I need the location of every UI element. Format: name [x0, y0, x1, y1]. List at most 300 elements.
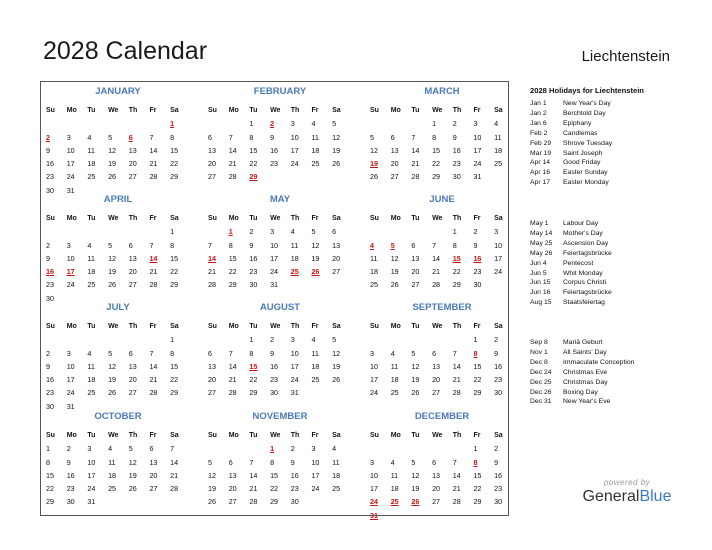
day-cell: 20 — [149, 470, 158, 480]
weekday-header: Su — [208, 215, 217, 222]
day-cell: 25 — [390, 388, 399, 398]
day-cell: 30 — [66, 497, 75, 507]
empty-cell — [85, 117, 106, 130]
day-cell: 19 — [208, 484, 216, 494]
day-cell: 28 — [228, 172, 237, 182]
holiday-date: Dec 31 — [530, 398, 552, 406]
month-january — [44, 82, 192, 195]
weekday-header: Th — [290, 215, 300, 222]
day-cell: 16 — [46, 375, 54, 385]
holiday-day-cell: 15 — [452, 253, 461, 263]
day-cell: 16 — [452, 145, 461, 155]
empty-cell — [227, 442, 248, 455]
day-cell: 25 — [311, 375, 320, 385]
empty-cell — [409, 333, 430, 346]
month-day-grid — [368, 429, 516, 522]
day-cell: 1 — [432, 119, 437, 129]
empty-cell — [430, 225, 451, 238]
day-cell: 23 — [290, 484, 299, 494]
month-february — [206, 82, 354, 190]
holiday-row — [530, 348, 705, 358]
empty-cell — [85, 225, 106, 238]
empty-cell — [147, 117, 168, 130]
empty-cell — [127, 333, 148, 346]
day-cell: 9 — [66, 457, 71, 467]
day-cell: 27 — [128, 280, 137, 290]
holiday-row — [530, 139, 705, 149]
holiday-day-cell: 24 — [370, 497, 378, 507]
weekday-header: Fr — [473, 432, 481, 439]
weekday-header: Su — [370, 323, 379, 330]
day-cell: 17 — [370, 375, 378, 385]
holiday-name: Ascension Day — [563, 239, 609, 247]
empty-cell — [227, 117, 248, 130]
day-cell: 13 — [149, 457, 158, 467]
holiday-day-cell: 2 — [270, 119, 275, 129]
day-cell: 14 — [228, 145, 237, 155]
empty-cell — [44, 225, 65, 238]
day-cell: 9 — [249, 240, 254, 250]
holiday-group — [530, 338, 705, 407]
day-cell: 24 — [270, 267, 279, 277]
day-cell: 4 — [494, 119, 499, 129]
weekday-header: Sa — [170, 215, 179, 222]
holiday-day-cell: 16 — [473, 253, 482, 263]
empty-cell — [409, 225, 430, 238]
day-cell: 21 — [149, 375, 158, 385]
day-cell: 7 — [452, 457, 457, 467]
empty-cell — [65, 333, 86, 346]
holiday-date: May 14 — [530, 229, 553, 237]
weekday-header: Fr — [473, 107, 481, 114]
day-cell: 4 — [311, 119, 316, 129]
day-cell: 27 — [432, 497, 441, 507]
day-cell: 7 — [149, 240, 154, 250]
holiday-date: Feb 29 — [530, 139, 552, 147]
holiday-name: Boxing Day — [563, 388, 598, 396]
day-cell: 26 — [332, 159, 341, 169]
weekday-header: Su — [46, 215, 55, 222]
weekday-header: We — [108, 215, 119, 222]
empty-cell — [389, 117, 410, 130]
day-cell: 11 — [390, 361, 399, 371]
weekday-header: Su — [370, 107, 379, 114]
holiday-day-cell: 14 — [208, 253, 216, 263]
day-cell: 10 — [311, 457, 320, 467]
day-cell: 23 — [473, 267, 482, 277]
holiday-list-title: 2028 Holidays for Liechtenstein — [530, 86, 644, 95]
holiday-row — [530, 109, 705, 119]
day-cell: 28 — [411, 172, 420, 182]
day-cell: 18 — [87, 159, 96, 169]
day-cell: 14 — [170, 457, 179, 467]
holiday-row — [530, 99, 705, 109]
weekday-header: Su — [46, 323, 55, 330]
weekday-header: Sa — [170, 432, 179, 439]
weekday-header: Mo — [66, 215, 77, 222]
calendar-grid — [40, 81, 509, 520]
holiday-row — [530, 278, 705, 288]
holiday-date: Feb 2 — [530, 129, 548, 137]
holiday-date: Sep 8 — [530, 339, 548, 346]
holiday-row — [530, 338, 705, 348]
day-cell: 23 — [46, 388, 54, 398]
day-cell: 1 — [249, 335, 254, 345]
holiday-row — [530, 119, 705, 129]
holiday-date: Jun 16 — [530, 289, 551, 297]
day-cell: 3 — [290, 335, 295, 345]
day-cell: 26 — [108, 388, 117, 398]
holiday-date: Mar 19 — [530, 149, 552, 157]
day-cell: 15 — [249, 145, 258, 155]
day-cell: 16 — [494, 470, 503, 480]
weekday-header: Fr — [473, 323, 481, 330]
month-november — [206, 407, 354, 515]
day-cell: 17 — [494, 253, 503, 263]
day-cell: 14 — [411, 145, 420, 155]
holiday-day-cell: 25 — [290, 267, 299, 277]
empty-cell — [106, 333, 127, 346]
day-cell: 15 — [473, 361, 482, 371]
day-cell: 5 — [370, 132, 374, 142]
month-name: AUGUST — [259, 302, 301, 313]
empty-cell — [44, 333, 65, 346]
day-cell: 17 — [66, 159, 75, 169]
day-cell: 27 — [128, 388, 137, 398]
empty-cell — [106, 225, 127, 238]
holiday-row — [530, 288, 705, 298]
day-cell: 23 — [494, 484, 503, 494]
day-cell: 24 — [87, 484, 96, 494]
day-cell: 30 — [290, 497, 299, 507]
weekday-header: Mo — [66, 107, 77, 114]
weekday-header: Fr — [311, 323, 319, 330]
day-cell: 25 — [87, 388, 96, 398]
day-cell: 18 — [87, 375, 96, 385]
day-cell: 31 — [270, 280, 279, 290]
day-cell: 5 — [411, 348, 416, 358]
day-cell: 26 — [108, 172, 117, 182]
day-cell: 13 — [128, 361, 137, 371]
day-cell: 19 — [411, 484, 420, 494]
empty-cell — [147, 225, 168, 238]
day-cell: 25 — [108, 484, 117, 494]
day-cell: 19 — [332, 361, 341, 371]
weekday-header: Tu — [249, 107, 258, 114]
day-cell: 19 — [390, 267, 399, 277]
empty-cell — [389, 225, 410, 238]
day-cell: 23 — [270, 159, 279, 169]
day-cell: 9 — [270, 348, 275, 358]
weekday-header: Sa — [332, 432, 341, 439]
holiday-name: Christmas Day — [563, 378, 608, 386]
empty-cell — [147, 333, 168, 346]
weekday-header: Tu — [249, 432, 258, 439]
day-cell: 23 — [270, 375, 279, 385]
holiday-name: Christmas Eve — [563, 368, 608, 376]
day-cell: 17 — [270, 253, 279, 263]
day-cell: 8 — [46, 457, 50, 467]
day-cell: 28 — [149, 280, 158, 290]
empty-cell — [430, 442, 451, 455]
day-cell: 22 — [452, 267, 461, 277]
day-cell: 4 — [390, 457, 395, 467]
holiday-day-cell: 29 — [249, 172, 258, 182]
day-cell: 1 — [170, 227, 175, 237]
day-cell: 14 — [432, 253, 441, 263]
day-cell: 20 — [228, 484, 237, 494]
holiday-row — [530, 149, 705, 159]
day-cell: 12 — [390, 253, 399, 263]
day-cell: 19 — [108, 375, 117, 385]
weekday-header: We — [432, 215, 443, 222]
day-cell: 25 — [370, 280, 378, 290]
holiday-date: Apr 17 — [530, 179, 551, 187]
day-cell: 3 — [87, 444, 92, 454]
day-cell: 2 — [290, 444, 295, 454]
holiday-name: Feiertagsbrücke — [563, 289, 612, 297]
day-cell: 27 — [149, 484, 158, 494]
day-cell: 20 — [411, 267, 420, 277]
holiday-day-cell: 8 — [473, 348, 478, 358]
day-cell: 22 — [46, 484, 54, 494]
day-cell: 24 — [370, 388, 378, 398]
day-cell: 11 — [332, 457, 340, 467]
day-cell: 24 — [66, 388, 75, 398]
holiday-name: Easter Monday — [563, 179, 609, 187]
weekday-header: Fr — [473, 215, 481, 222]
day-cell: 15 — [270, 470, 279, 480]
day-cell: 18 — [87, 267, 96, 277]
day-cell: 18 — [108, 470, 117, 480]
month-name: OCTOBER — [94, 411, 142, 422]
month-august — [206, 298, 354, 406]
day-cell: 30 — [46, 185, 54, 195]
month-july — [44, 298, 192, 411]
holiday-name: Whit Monday — [563, 269, 603, 277]
empty-cell — [65, 225, 86, 238]
month-name: JANUARY — [95, 86, 141, 97]
holiday-row — [530, 388, 705, 398]
day-cell: 12 — [128, 457, 137, 467]
month-name: MAY — [269, 194, 291, 205]
empty-cell — [106, 117, 127, 130]
day-cell: 6 — [390, 132, 395, 142]
day-cell: 2 — [46, 348, 50, 358]
day-cell: 21 — [452, 484, 461, 494]
day-cell: 30 — [46, 293, 54, 303]
day-cell: 9 — [290, 457, 295, 467]
day-cell: 22 — [170, 267, 179, 277]
day-cell: 31 — [66, 185, 75, 195]
day-cell: 24 — [494, 267, 503, 277]
day-cell: 3 — [66, 348, 71, 358]
holiday-row — [530, 249, 705, 259]
holiday-date: Jun 4 — [530, 259, 547, 267]
empty-cell — [409, 442, 430, 455]
weekday-header: Mo — [390, 323, 401, 330]
holiday-row — [530, 397, 705, 407]
weekday-header: Su — [46, 432, 55, 439]
day-cell: 12 — [332, 132, 341, 142]
day-cell: 29 — [46, 497, 54, 507]
day-cell: 30 — [494, 497, 503, 507]
day-cell: 3 — [66, 240, 71, 250]
holiday-date: Apr 14 — [530, 159, 551, 167]
day-cell: 10 — [66, 361, 75, 371]
day-cell: 15 — [170, 253, 179, 263]
holiday-date: Dec 24 — [530, 368, 552, 376]
day-cell: 19 — [411, 375, 420, 385]
holiday-date: Dec 26 — [530, 388, 552, 396]
day-cell: 1 — [46, 444, 50, 454]
brand-name-general: General — [582, 488, 640, 505]
day-cell: 7 — [411, 132, 416, 142]
weekday-header: Fr — [149, 323, 157, 330]
day-cell: 22 — [432, 159, 441, 169]
empty-cell — [227, 333, 248, 346]
day-cell: 4 — [290, 227, 295, 237]
day-cell: 6 — [432, 348, 437, 358]
day-cell: 9 — [270, 132, 275, 142]
weekday-header: Fr — [311, 107, 319, 114]
day-cell: 7 — [249, 457, 254, 467]
day-cell: 23 — [46, 280, 54, 290]
empty-cell — [451, 333, 472, 346]
day-cell: 12 — [311, 240, 320, 250]
holiday-date: Nov 1 — [530, 348, 548, 356]
day-cell: 25 — [494, 159, 503, 169]
weekday-header: Mo — [390, 107, 401, 114]
weekday-header: Sa — [332, 107, 341, 114]
weekday-header: Tu — [411, 107, 420, 114]
weekday-header: Mo — [228, 323, 239, 330]
day-cell: 15 — [432, 145, 441, 155]
empty-cell — [389, 333, 410, 346]
holiday-date: Jan 1 — [530, 100, 547, 107]
day-cell: 29 — [473, 388, 482, 398]
weekday-header: Fr — [149, 215, 157, 222]
day-cell: 10 — [494, 240, 503, 250]
day-cell: 16 — [66, 470, 75, 480]
weekday-header: Sa — [494, 215, 503, 222]
empty-cell — [127, 117, 148, 130]
day-cell: 7 — [228, 348, 233, 358]
holiday-row — [530, 269, 705, 279]
day-cell: 28 — [170, 484, 179, 494]
empty-cell — [368, 333, 389, 346]
month-day-grid — [368, 212, 516, 292]
day-cell: 26 — [370, 172, 378, 182]
day-cell: 18 — [290, 253, 299, 263]
month-name: MARCH — [424, 86, 460, 97]
day-cell: 14 — [149, 145, 158, 155]
day-cell: 10 — [370, 361, 378, 371]
day-cell: 13 — [411, 253, 420, 263]
holiday-name: Mariä Geburt — [563, 339, 603, 346]
day-cell: 7 — [208, 240, 212, 250]
day-cell: 4 — [332, 444, 337, 454]
day-cell: 10 — [66, 145, 75, 155]
weekday-header: Th — [452, 215, 462, 222]
day-cell: 22 — [473, 484, 482, 494]
day-cell: 8 — [170, 132, 175, 142]
day-cell: 15 — [228, 253, 237, 263]
day-cell: 7 — [149, 348, 154, 358]
day-cell: 13 — [228, 470, 237, 480]
day-cell: 13 — [332, 240, 341, 250]
day-cell: 29 — [249, 388, 258, 398]
day-cell: 5 — [332, 119, 337, 129]
day-cell: 5 — [332, 335, 337, 345]
day-cell: 30 — [494, 388, 503, 398]
empty-cell — [409, 117, 430, 130]
day-cell: 5 — [208, 457, 212, 467]
month-day-grid — [368, 320, 516, 400]
day-cell: 19 — [108, 159, 117, 169]
day-cell: 17 — [473, 145, 482, 155]
day-cell: 24 — [311, 484, 320, 494]
weekday-header: Sa — [332, 323, 341, 330]
day-cell: 21 — [432, 267, 441, 277]
empty-cell — [85, 333, 106, 346]
day-cell: 6 — [432, 457, 437, 467]
holiday-day-cell: 4 — [370, 240, 374, 250]
day-cell: 14 — [249, 470, 258, 480]
empty-cell — [368, 225, 389, 238]
day-cell: 18 — [370, 267, 378, 277]
day-cell: 26 — [128, 484, 137, 494]
day-cell: 4 — [87, 132, 92, 142]
day-cell: 25 — [332, 484, 341, 494]
day-cell: 5 — [311, 227, 316, 237]
day-cell: 26 — [411, 388, 420, 398]
day-cell: 24 — [290, 375, 299, 385]
day-cell: 20 — [208, 375, 216, 385]
day-cell: 24 — [66, 280, 75, 290]
holiday-date: Dec 8 — [530, 358, 548, 366]
holiday-day-cell: 17 — [66, 267, 75, 277]
day-cell: 27 — [390, 172, 399, 182]
day-cell: 28 — [249, 497, 258, 507]
day-cell: 13 — [208, 361, 216, 371]
holiday-row — [530, 298, 705, 308]
holiday-name: Good Friday — [563, 159, 601, 167]
day-cell: 1 — [473, 444, 478, 454]
day-cell: 26 — [390, 280, 399, 290]
day-cell: 8 — [170, 348, 175, 358]
month-day-grid — [206, 104, 354, 184]
holiday-date: Jan 6 — [530, 119, 547, 127]
weekday-header: We — [108, 323, 119, 330]
day-cell: 23 — [452, 159, 461, 169]
day-cell: 3 — [66, 132, 71, 142]
day-cell: 12 — [332, 348, 341, 358]
holiday-day-cell: 1 — [170, 119, 175, 129]
day-cell: 17 — [290, 361, 299, 371]
day-cell: 8 — [228, 240, 233, 250]
brand-name-blue: Blue — [639, 488, 672, 505]
holiday-name: New Year's Eve — [563, 398, 611, 406]
weekday-header: Sa — [170, 107, 179, 114]
holiday-date: Dec 25 — [530, 378, 552, 386]
day-cell: 22 — [170, 159, 179, 169]
holiday-day-cell: 26 — [311, 267, 320, 277]
day-cell: 13 — [432, 470, 441, 480]
holiday-name: Feiertagsbrücke — [563, 249, 612, 257]
day-cell: 5 — [411, 457, 416, 467]
empty-cell — [451, 442, 472, 455]
